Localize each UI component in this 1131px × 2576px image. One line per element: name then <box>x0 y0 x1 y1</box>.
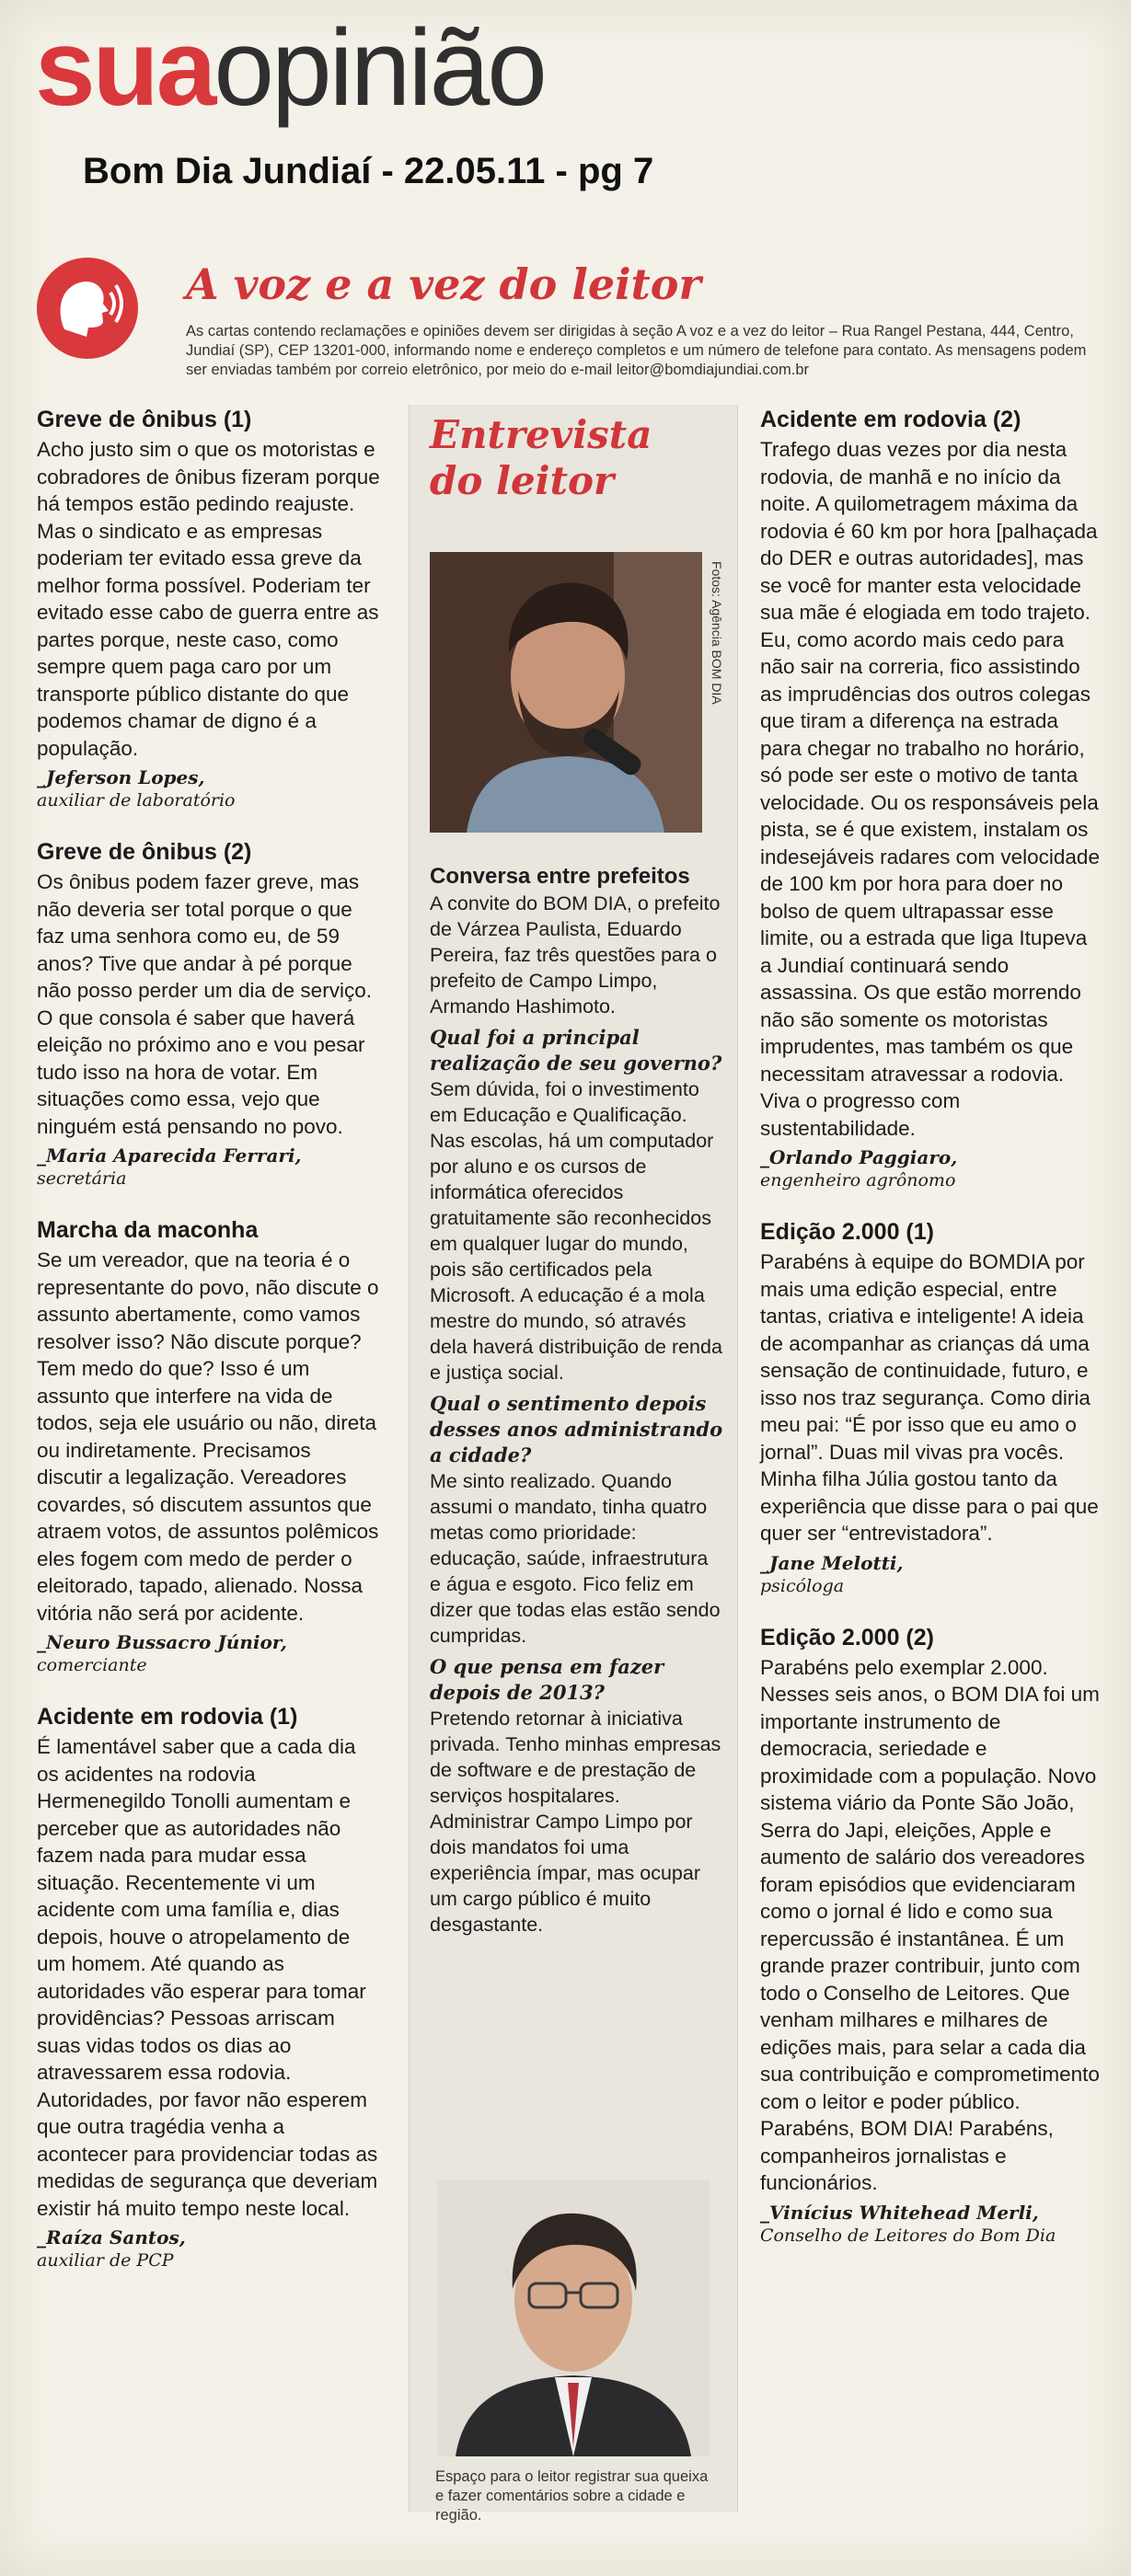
interview-answer: Me sinto realizado. Quando assumi o mandato, tinha quatro metas como prioridade: educação, saúde, infraestrutura e água e esgoto. Fico feliz em dizer que todas elas estão sendo cumpridas. <box>430 1470 721 1647</box>
letter-body: Acho justo sim o que os motoristas e cobradores de ônibus fizeram porque há tempos estão pedindo reajuste. Mas o sindicato e as empresas poderiam ter evitado essa greve da melhor forma possível. Poderiam ter evitado esse cabo de guerra entre as partes porque, neste caso, como sempre quem paga caro por um transporte público distante do que podemos chamar de digno é a população. <box>37 438 380 760</box>
letter-author-role: psicóloga <box>760 1575 845 1596</box>
letter-author-role: auxiliar de laboratório <box>37 790 236 811</box>
mayor-armando-photo <box>437 2180 710 2456</box>
letter-author-role: engenheiro agrônomo <box>760 1170 956 1190</box>
letter-heading: Greve de ônibus (2) <box>37 839 252 865</box>
letter-author: _Vinícius Whitehead Merli, <box>760 2201 1039 2224</box>
interview-caption: Espaço para o leitor registrar sua queixa e fazer comentários sobre a cidade e região. <box>435 2468 709 2524</box>
letter-author-role: Conselho de Leitores do Bom Dia <box>760 2225 1056 2246</box>
photo-credit-text: Fotos: Agência BOM DIA <box>710 561 724 705</box>
letter <box>760 1623 1102 2247</box>
letter-author: _Jeferson Lopes, <box>37 766 205 788</box>
letter-body: Parabéns pelo exemplar 2.000. Nesses seis anos, o BOM DIA foi um importante instrumento de democracia, seriedade e proximidade com a população. Novo sistema viário da Ponte São João, Serra do Japi, eleições, Apple e aumento de salário dos vereadores foram episódios que evidenciaram como o jornal é lido e como sua repercussão é instantânea. É um grande prazer contribuir, junto com todo o Conselho de Leitores. Que venham milhares e milhares de edições mais, para selar a cada dia sua contribuição e comprometimento com o leitor e poder público. Parabéns, BOM DIA! Parabéns, companheiros jornalistas e funcionários. <box>760 1655 1100 2194</box>
section-info: As cartas contendo reclamações e opiniões devem ser dirigidas à seção A voz e a vez do leitor – Rua Rangel Pestana, 444, Centro, Jundiaí (SP), CEP 13201-000, informando nome e endereço completos e um número de telefone para contato. As mensagens podem ser enviadas também por correio eletrônico, por meio do e-mail leitor@bomdiajundiai.com.br <box>186 323 1087 378</box>
letter-body: Trafego duas vezes por dia nesta rodovia, de manhã e no início da noite. A quilometragem máxima da rodovia é 60 km por hora [palhaçada do DER e outras autoridades], mas se você for manter esta velocidade sua mãe é elogiada em todo trajeto. Eu, como acordo mais cedo para não sair na correria, fico assistindo as imprudências dos outros colegas que tiram a diferença na estrada para chegar no trabalho no horário, só pode ser este o motivo de tanta velocidade. Ou os responsáveis pela pista, se é que existem, instalam os indesejáveis radares com velocidade de 100 km por hora para doer no bolso de quem ultrapassar esse limite, ou a estrada que liga Itupeva a Jundiaí continuará sendo assassina. Os que estão morrendo não são somente os motoristas imprudentes, mas também os que necessitam atravessar a rodovia. Viva o progresso com sustentabilidade. <box>760 438 1100 1140</box>
letter-heading: Greve de ônibus (1) <box>37 407 252 432</box>
interview-title-line-2: do leitor <box>430 458 615 503</box>
interview-question: Qual o sentimento depois desses anos administrando a cidade? <box>430 1392 723 1466</box>
print-registration-strip <box>101 2547 1095 2558</box>
letter <box>37 1215 381 1676</box>
interview-body <box>430 863 724 1938</box>
letter-author: _Orlando Paggiaro, <box>760 1146 958 1168</box>
logo-word-opiniao: opinião <box>214 7 545 129</box>
letter-body: É lamentável saber que a cada dia os acidentes na rodovia Hermenegildo Tonolli aumentam e perceber que as autoridades não fazem nada para mudar essa situação. Recentemente vi um acidente com uma família e, dias depois, houve o atropelamento de um homem. Até quando as autoridades vão esperar para tomar providências? Pessoas arriscam suas vidas todos os dias ao atravessarem essa rodovia. Autoridades, por favor não esperem que outra tragédia venha a acontecer para providenciar todas as medidas de segurança que deveriam existir há muito tempo neste local. <box>37 1735 378 2220</box>
letter-heading: Edição 2.000 (1) <box>760 1219 934 1245</box>
letter-author-role: auxiliar de PCP <box>37 2250 174 2271</box>
interview-answer: Pretendo retornar à iniciativa privada. Tenho minhas empresas de software e de prestação de serviços hospitalares. Administrar Campo Limpo por dois mandatos foi uma experiência ímpar, mas ocupar um cargo público é muito desgastante. <box>430 1708 721 1936</box>
letter-author: _Maria Aparecida Ferrari, <box>37 1144 302 1167</box>
date-stamp: Bom Dia Jundiaí - 22.05.11 - pg 7 <box>83 151 654 191</box>
interview-intro: A convite do BOM DIA, o prefeito de Várzea Paulista, Eduardo Pereira, faz três questões para o prefeito de Campo Limpo, Armando Hashimoto. <box>430 892 721 1018</box>
masthead <box>35 7 654 191</box>
letter <box>760 1217 1102 1597</box>
interview-title <box>430 412 652 504</box>
interview-answer: Sem dúvida, foi o investimento em Educação e Qualificação. Nas escolas, há um computador por aluno e os cursos de informática oferecidos gratuitamente são reconhecidos em qualquer lugar do mundo, pois são certificados pela Microsoft. A educação é a mola mestre do mundo, só através dela haverá distribuição de renda e justiça social. <box>430 1078 722 1384</box>
logo-word-sua: sua <box>35 7 214 129</box>
letter-author-role: secretária <box>37 1168 127 1189</box>
letter-author: _Jane Melotti, <box>760 1551 904 1574</box>
letter-heading: Acidente em rodovia (2) <box>760 407 1021 432</box>
section-logo <box>35 7 545 129</box>
letter-heading: Marcha da maconha <box>37 1217 259 1243</box>
letter-body: Se um vereador, que na teoria é o representante do povo, não discute o assunto abertamente, como vamos resolver isso? Não discute porque? Tem medo do que? Isso é um assunto que interfere na vida de todos, seja ele usuário ou não, direta ou indiretamente. Precisamos discutir a legalização. Vereadores covardes, só discutem assuntos que atraem votos, de assuntos polêmicos eles fogem com medo de perder o eleitorado, tapado, alienado. Nossa vitória não será por acidente. <box>37 1248 379 1625</box>
mayor-eduardo-photo <box>430 552 702 833</box>
letter-heading: Edição 2.000 (2) <box>760 1624 934 1650</box>
letter-heading: Acidente em rodovia (1) <box>37 1704 298 1730</box>
letter-author-role: comerciante <box>37 1655 147 1675</box>
interview-question: Qual foi a principal realização de seu governo? <box>430 1026 722 1075</box>
letter <box>37 1702 381 2271</box>
letter-body: Parabéns à equipe do BOMDIA por mais uma edição especial, entre tantas, criativa e inteligente! A ideia de acompanhar as crianças dá uma sensação de continuidade, futuro, e isso nos traz segurança. Como diria meu pai: “É por isso que eu amo o jornal”. Duas mil vivas pra vocês. Minha filha Júlia gostou tanto da experiência que disse para o pai que quer ser “entrevistadora”. <box>760 1250 1099 1545</box>
interview-heading: Conversa entre prefeitos <box>430 864 690 889</box>
letter-body: Os ônibus podem fazer greve, mas não deveria ser total porque o que faz uma senhora como eu, de 59 anos? Tive que andar à pé porque não posso perder um dia de serviço. O que consola é saber que haverá eleição no próximo ano e vou pesar tudo isso na hora de votar. Em situações como essa, vejo que ninguém está pensando no povo. <box>37 870 372 1138</box>
left-column <box>37 405 381 2297</box>
section-title: A voz e a vez do leitor <box>186 259 701 309</box>
speaking-head-icon <box>37 258 138 359</box>
letter-author: _Raíza Santos, <box>37 2226 186 2248</box>
interview-box <box>409 405 738 2524</box>
right-column <box>760 405 1102 2272</box>
photo-credit <box>706 561 728 828</box>
letter-author: _Neuro Bussacro Júnior, <box>37 1631 287 1653</box>
interview-title-line-1: Entrevista <box>430 412 652 457</box>
interview-question: O que pensa em fazer depois de 2013? <box>430 1655 664 1704</box>
letter <box>760 405 1102 1191</box>
letter <box>37 837 381 1190</box>
letter <box>37 405 381 811</box>
